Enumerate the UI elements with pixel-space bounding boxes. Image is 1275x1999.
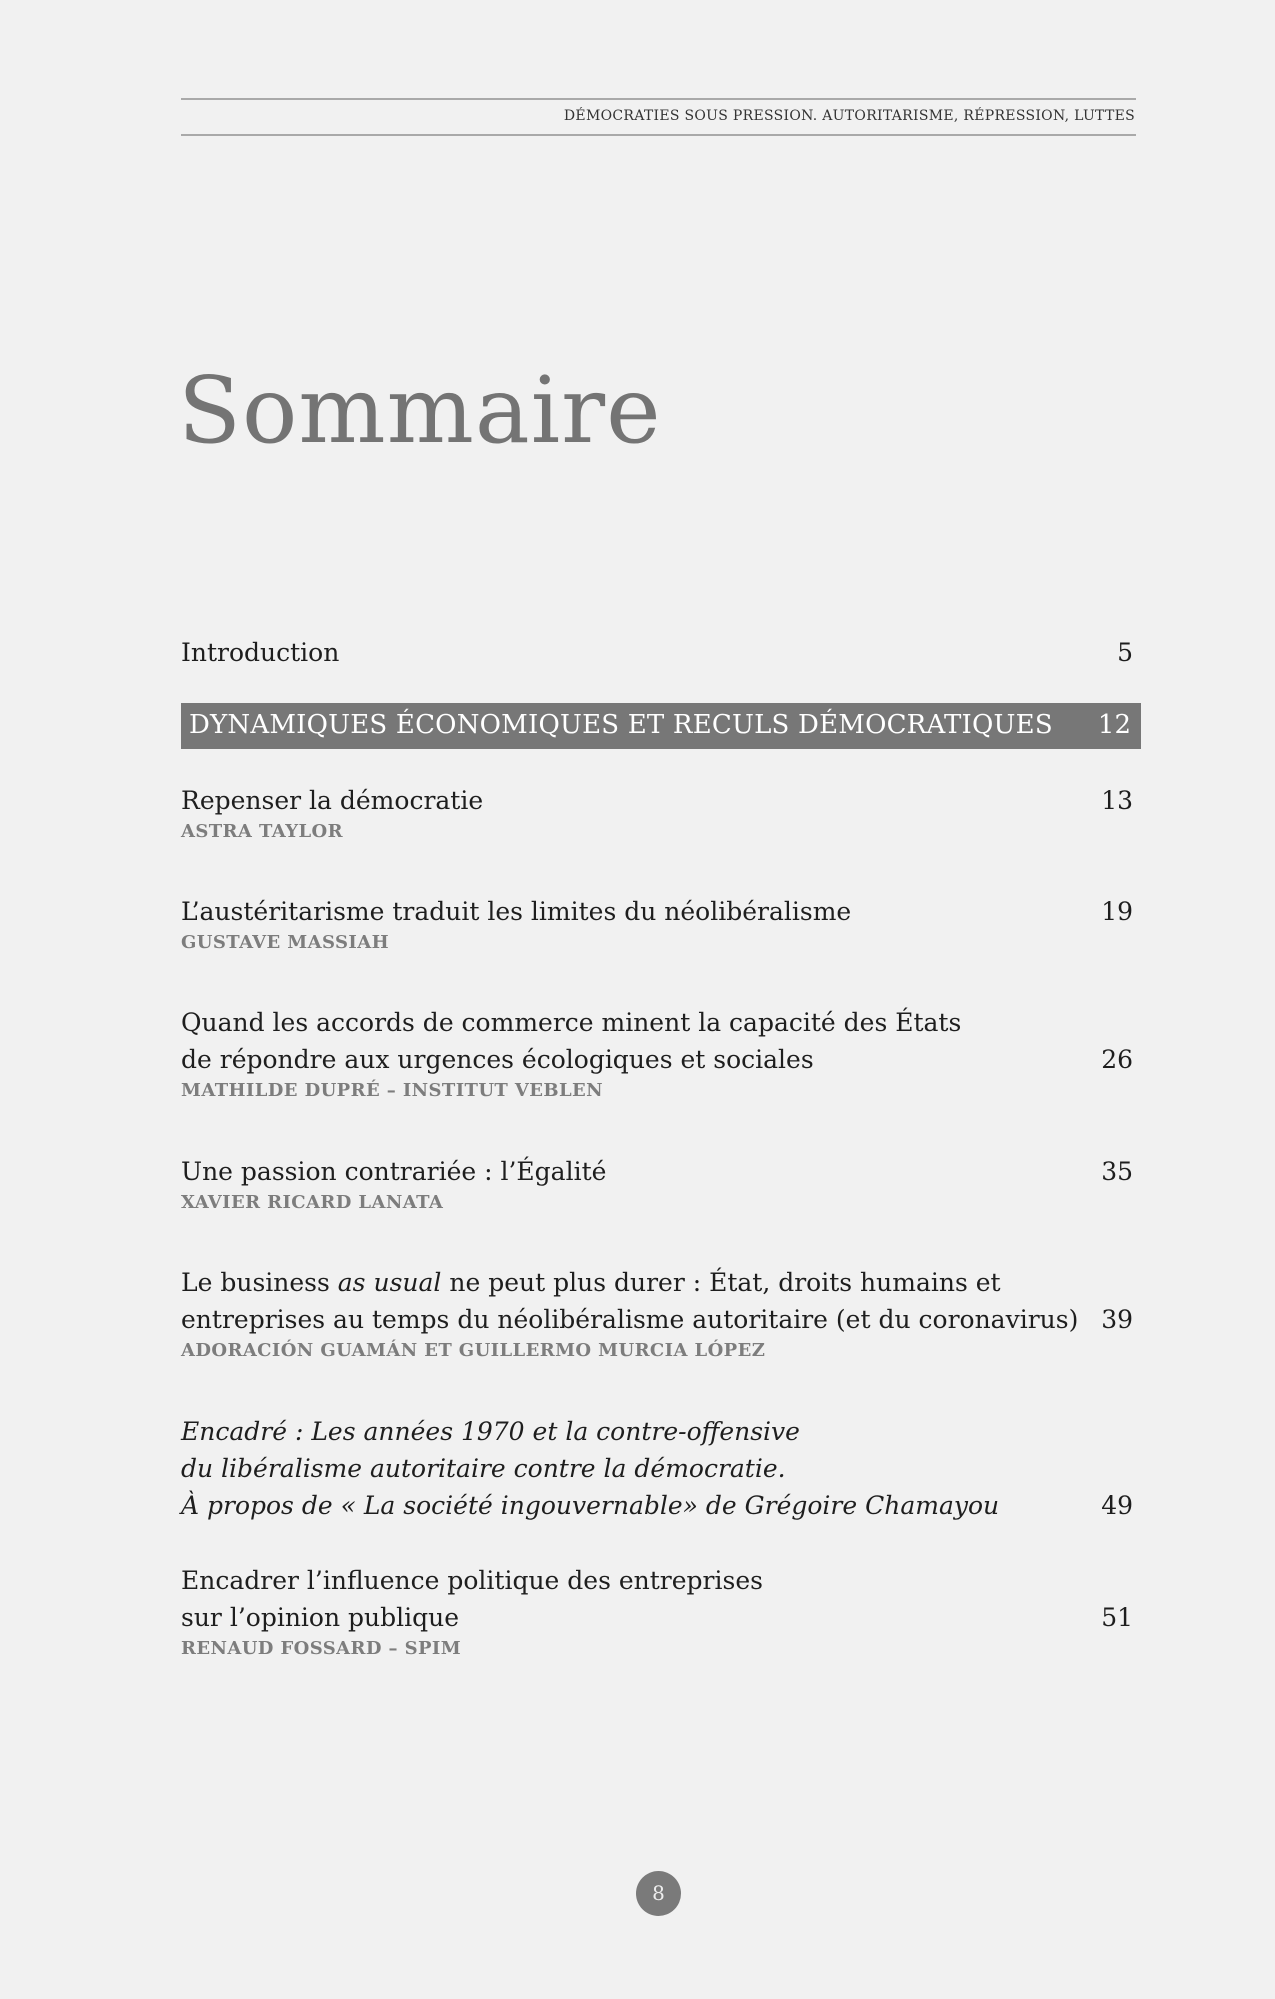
toc-entry-title-line: du libéralisme autoritaire contre la démocratie. — [181, 1454, 786, 1483]
toc-entry-title-line: Encadré : Les années 1970 et la contre-offensive — [181, 1417, 800, 1446]
toc-page-number: 19 — [1101, 897, 1133, 926]
running-head: DÉMOCRATIES SOUS PRESSION. AUTORITARISME, RÉPRESSION, LUTTES — [563, 108, 1135, 124]
toc-entry-title-italic: as usual — [337, 1268, 442, 1297]
toc-entry[interactable] — [181, 1153, 1133, 1213]
toc-entry-title-part: Le business — [181, 1268, 338, 1297]
page-title: Sommaire — [178, 357, 662, 464]
toc-page-number: 39 — [1101, 1305, 1133, 1334]
toc-entry-title-line: entreprises au temps du néolibéralisme autoritaire (et du coronavirus) — [181, 1305, 1079, 1334]
toc-entry-author: ADORACIÓN GUAMÁN ET GUILLERMO MURCIA LÓPEZ — [181, 1340, 766, 1361]
toc-entry-title-line: Quand les accords de commerce minent la capacité des États — [181, 1008, 962, 1037]
toc-entry-title-line: L’austéritarisme traduit les limites du néolibéralisme — [181, 897, 852, 926]
toc-entry-title-line: À propos de « La société ingouvernable» de Grégoire Chamayou — [181, 1491, 1000, 1520]
toc-entry[interactable] — [181, 1264, 1133, 1361]
toc-entry-title-line — [181, 1264, 1133, 1301]
header-rule-top — [181, 98, 1136, 100]
toc-entry-author: GUSTAVE MASSIAH — [181, 932, 389, 953]
toc-entry[interactable] — [181, 782, 1133, 842]
toc-page-number: 51 — [1101, 1603, 1133, 1632]
toc-page-number: 26 — [1101, 1045, 1133, 1074]
toc-entry-title-line: sur l’opinion publique — [181, 1603, 460, 1632]
toc-entry-author: XAVIER RICARD LANATA — [181, 1192, 444, 1213]
toc-page-number: 5 — [1117, 638, 1133, 667]
toc-entry-title-line: Une passion contrariée : l’Égalité — [181, 1157, 607, 1186]
page-number-badge: 8 — [636, 1871, 681, 1916]
toc-entry-title-line: Repenser la démocratie — [181, 786, 484, 815]
toc-entry-title: Introduction — [181, 638, 340, 667]
toc-page-number: 35 — [1101, 1157, 1133, 1186]
toc-entry-author: MATHILDE DUPRÉ – INSTITUT VEBLEN — [181, 1080, 604, 1101]
toc-entry-introduction[interactable] — [181, 634, 1133, 671]
toc-entry[interactable] — [181, 1004, 1133, 1101]
toc-entry[interactable] — [181, 893, 1133, 953]
section-page-number: 12 — [1097, 710, 1131, 740]
header-rule-bottom — [181, 134, 1136, 136]
toc-entry-title-line: de répondre aux urgences écologiques et sociales — [181, 1045, 814, 1074]
toc-page-number: 49 — [1101, 1491, 1133, 1520]
toc-entry-title-part: ne peut plus durer : État, droits humains et — [441, 1268, 1001, 1297]
toc-entry-encadre[interactable] — [181, 1413, 1133, 1524]
toc-page-number: 13 — [1101, 786, 1133, 815]
toc-entry-title-line: Encadrer l’influence politique des entreprises — [181, 1566, 763, 1595]
toc-entry-author: ASTRA TAYLOR — [181, 821, 343, 842]
section-heading-bar[interactable] — [181, 703, 1141, 749]
toc-entry-author: RENAUD FOSSARD – SPIM — [181, 1638, 462, 1659]
section-heading-label: DYNAMIQUES ÉCONOMIQUES ET RECULS DÉMOCRATIQUES — [189, 710, 1053, 740]
toc-entry[interactable] — [181, 1562, 1133, 1659]
